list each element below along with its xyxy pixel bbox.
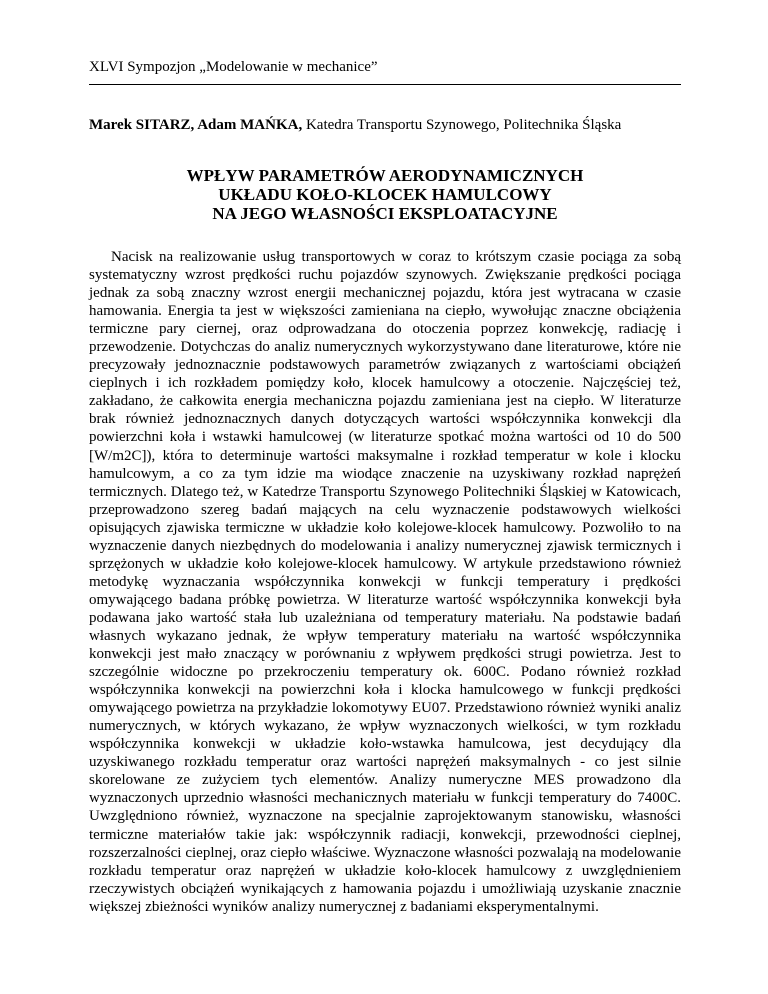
title-line-3: NA JEGO WŁASNOŚCI EKSPLOATACYJNE: [212, 204, 558, 223]
author-line: [89, 116, 621, 134]
author-names: Marek SITARZ, Adam MAŃKA,: [89, 117, 303, 133]
title-line-2: UKŁADU KOŁO-KLOCEK HAMULCOWY: [218, 185, 552, 204]
author-affiliation: Katedra Transportu Szynowego, Politechnika Śląska: [305, 117, 622, 133]
paper-title: [89, 166, 681, 223]
title-line-1: WPŁYW PARAMETRÓW AERODYNAMICZNYCH: [186, 166, 584, 185]
conference-header: XLVI Sympozjon „Modelowanie w mechanice”: [89, 59, 378, 75]
abstract-paragraph: Nacisk na realizowanie usług transportowych w coraz to krótszym czasie pociąga za sobą systematyczny wzrost prędkości ruchu pojazdów szynowych. Zwiększanie prędkości pociąga jednak za sobą znaczny wzrost energii mechanicznej pojazdu, która jest wytracana w czasie hamowania. Energia ta jest w większości zamieniana na ciepło, wywołując znaczne obciążenia termiczne pary ciernej, oraz odprowadzana do otoczenia poprzez konwekcję, radiację i przewodzenie. Dotychczas do analiz numerycznych wykorzystywano dane literaturowe, które nie precyzowały jednoznacznie podstawowych parametrów związanych z wartościami obciążeń cieplnych i ich rozkładem pomiędzy koło, klocek hamulcowy a otoczenie. Najczęściej też, zakładano, że całkowita energia mechaniczna pojazdu zamieniana jest na ciepło. W literaturze brak również jednoznacznych danych dotyczących wartości współczynnika konwekcji dla powierzchni koła i wstawki hamulcowej (w literaturze spotkać można wartości od 10 do 500 [W/m2C]), która to determinuje wartości maksymalne i rozkład temperatur w kole i klocku hamulcowym, a co za tym idzie ma wiodące znaczenie na uzyskiwany rozkład naprężeń termicznych. Dlatego też, w Katedrze Transportu Szynowego Politechniki Śląskiej w Katowicach, przeprowadzono szereg badań mających na celu wyznaczenie podstawowych wielkości opisujących zjawiska termiczne w układzie koło kolejowe-klocek hamulcowy. Pozwoliło to na wyznaczenie danych niezbędnych do modelowania i analizy numerycznej zjawisk termicznych i sprzężonych w układzie koło kolejowe-klocek hamulcowy. W artykule przedstawiono również metodykę wyznaczania współczynnika konwekcji w funkcji temperatury i prędkości omywającego badana próbkę powietrza. W literaturze wartość współczynnika konwekcji była podawana jako wartość stała lub uzależniana od temperatury materiału. Na podstawie badań własnych wykazano jednak, że wpływ temperatury materiału na wartość współczynnika konwekcji jest mało znaczący w porównaniu z wpływem prędkości strugi powietrza. Jest to szczególnie widoczne po przekroczeniu temperatury ok. 600C. Podano również rozkład współczynnika konwekcji na powierzchni koła i klocka hamulcowego w funkcji prędkości omywającego powietrza na przykładzie lokomotywy EU07. Przedstawiono również wyniki analiz numerycznych, w których wykazano, że wpływ wyznaczonych wielkości, w tym rozkładu współczynnika konwekcji w układzie koło-wstawka hamulcowa, jest decydujący dla uzyskiwanego rozkładu temperatur oraz wartości naprężeń maksymalnych - co jest silnie skorelowane ze zużyciem tych elementów. Analizy numeryczne MES prowadzono dla wyznaczonych uprzednio własności mechanicznych materiału w funkcji temperatury do 7400C. Uwzględniono również, wyznaczone na specjalnie zaprojektowanym stanowisku, własności termiczne materiałów takie jak: współczynnik radiacji, konwekcji, przewodności cieplnej, rozszerzalności cieplnej, oraz ciepło właściwe. Wyznaczone własności pozwalają na modelowanie rozkładu temperatur oraz naprężeń w układzie koło-klocek hamulcowy z uwzględnieniem rzeczywistych obciążeń wynikających z hamowania pojazdu i umożliwiają uzyskanie znacznie większej zbieżności wyników analizy numerycznej z badaniami eksperymentalnymi.: [89, 249, 681, 915]
header-rule: [89, 84, 681, 85]
